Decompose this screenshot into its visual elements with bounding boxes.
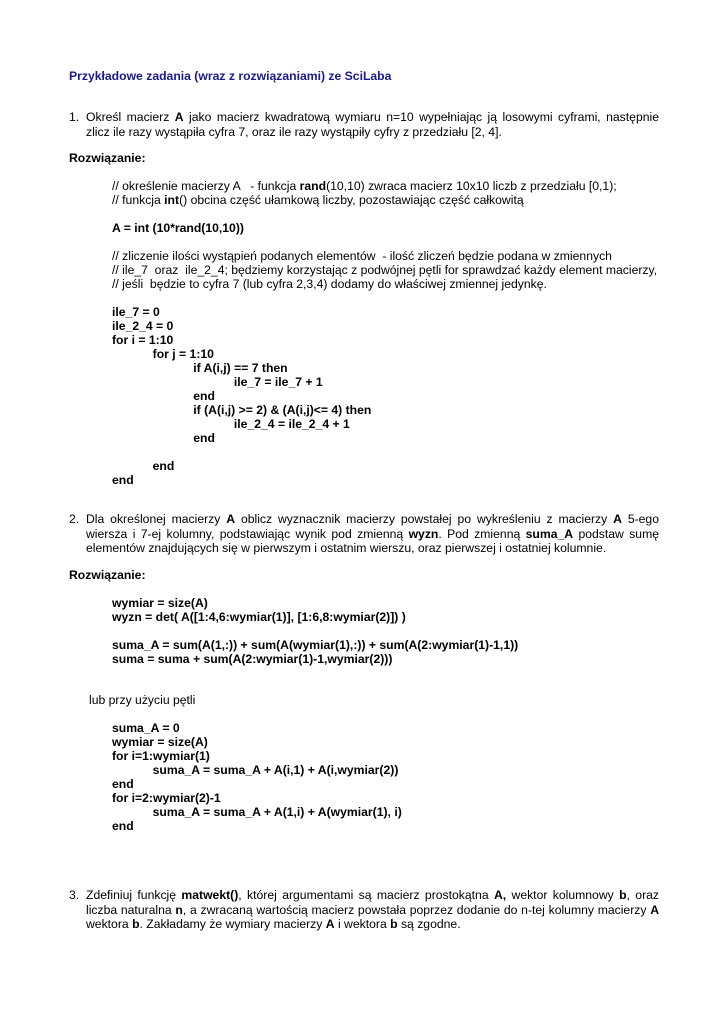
code-line [112, 193, 657, 207]
text-run: // ile_7 oraz ile_2_4; będziemy korzystając z podwójnej pętli for sprawdzać każdy element macierzy, [112, 263, 658, 277]
bold-text: end [112, 473, 134, 487]
code-line [112, 596, 518, 610]
code-line [112, 749, 402, 763]
bold-text: wyzn = det( A([1:4,6:wymiar(1)], [1:6,8:wymiar(2)]) ) [112, 610, 406, 624]
code-line [112, 305, 657, 319]
code-line [112, 417, 657, 431]
code-line [112, 459, 657, 473]
bold-text: for i=1:wymiar(1) [112, 749, 210, 763]
text-run: Dla określonej macierzy [86, 512, 227, 526]
bold-text: wyzn [408, 526, 439, 541]
task-text [86, 512, 659, 556]
code-line [112, 805, 402, 819]
document-title: Przykładowe zadania (wraz z rozwiązaniami) ze SciLaba [69, 69, 392, 83]
code-line [112, 333, 657, 347]
bold-text: ile_7 = 0 [112, 305, 160, 319]
bold-text: ile_2_4 = ile_2_4 + 1 [112, 417, 350, 431]
bold-text: end [112, 389, 215, 403]
text-run: Określ macierz [86, 110, 175, 124]
text-run: Zdefiniuj funkcję [86, 888, 182, 902]
text-run: // funkcja [112, 193, 165, 207]
text-run: wektora [86, 917, 133, 932]
task-number: 2. [69, 512, 80, 526]
bold-text: A [650, 902, 659, 917]
text-run: 5-ego wiersza i 7-ej kolumny, podstawiając wynik pod zmienną [86, 512, 659, 541]
bold-text: suma_A = suma_A + A(1,i) + A(wymiar(1), i) [112, 805, 402, 819]
task-text [86, 888, 659, 932]
task-3 [69, 888, 659, 932]
text-run: jako macierz kwadratową wymiaru n=10 wypełniając ją losowymi cyframi, następnie zlicz ile razy wystąpiła cyfra 7, oraz ile razy wystąpiły cyfry z przedziału [2, 4]. [86, 110, 659, 139]
solution-label: Rozwiązanie: [69, 568, 146, 582]
bold-text: suma = suma + sum(A(2:wymiar(1)-1,wymiar(2))) [112, 652, 393, 666]
code-line [112, 721, 402, 735]
code-line [112, 445, 657, 459]
bold-text: suma_A [525, 526, 574, 541]
text-run: // zliczenie ilości wystąpień podanych elementów - ilość zliczeń będzie podana w zmiennych [112, 249, 612, 263]
code-line [112, 389, 657, 403]
code-block-1 [112, 179, 657, 487]
text-run: () obcina część ułamkową liczby, pozostawiając część całkowitą [179, 193, 524, 207]
alternative-label: lub przy użyciu pętli [89, 693, 196, 707]
code-line [112, 221, 657, 235]
text-run: wektor kolumnowy [506, 888, 620, 902]
text-run: i wektora [334, 917, 391, 932]
bold-text: if A(i,j) == 7 then [112, 361, 288, 375]
code-line [112, 735, 402, 749]
bold-text: A [325, 917, 335, 932]
code-block-2 [112, 596, 518, 666]
code-line [112, 235, 657, 249]
bold-text: rand [299, 179, 327, 193]
bold-text: if (A(i,j) >= 2) & (A(i,j)<= 4) then [112, 403, 372, 417]
code-line [112, 610, 518, 624]
text-run: , której argumentami są macierz prostokątna [238, 888, 494, 902]
bold-text: wymiar = size(A) [112, 735, 208, 749]
bold-text: int [164, 193, 180, 207]
bold-text: end [112, 777, 134, 791]
text-run: są zgodne. [397, 917, 461, 932]
bold-text: matwekt() [181, 888, 239, 902]
bold-text: ile_2_4 = 0 [112, 319, 174, 333]
task-1 [69, 110, 659, 139]
bold-text: A = int (10*rand(10,10)) [112, 221, 244, 235]
text-run: (10,10) zwraca macierz 10x10 liczb z przedziału [0,1); [326, 179, 617, 193]
task-text [86, 110, 659, 139]
text-run: podstaw sumę elementów znajdujących się w pierwszym i ostatnim wierszu, oraz pierwszej i ostatniej kolumnie. [86, 526, 660, 556]
bold-text: suma_A = suma_A + A(i,1) + A(i,wymiar(2)) [112, 763, 399, 777]
bold-text: suma_A = sum(A(1,:)) + sum(A(wymiar(1),:)) + sum(A(2:wymiar(1)-1,1)) [112, 638, 519, 652]
bold-text: n [175, 902, 183, 917]
solution-label: Rozwiązanie: [69, 151, 146, 165]
code-line [112, 819, 402, 833]
code-line [112, 791, 402, 805]
text-run: , oraz liczba naturalna [86, 888, 659, 917]
code-line [112, 277, 657, 291]
text-run: oblicz wyznacznik macierzy powstałej po wykreśleniu z macierzy [235, 512, 614, 526]
bold-text: b [619, 888, 627, 902]
bold-text: b [132, 917, 140, 932]
code-line [112, 652, 518, 666]
code-line [112, 319, 657, 333]
code-line [112, 403, 657, 417]
bold-text: wymiar = size(A) [112, 596, 208, 610]
task-number: 1. [69, 110, 80, 124]
code-line [112, 361, 657, 375]
code-line [112, 291, 657, 305]
code-line [112, 375, 657, 389]
code-line [112, 638, 518, 652]
bold-text: end [112, 819, 134, 833]
code-line [112, 777, 402, 791]
code-line [112, 263, 657, 277]
bold-text: ile_7 = ile_7 + 1 [112, 375, 323, 389]
bold-text: b [390, 917, 398, 932]
code-line [112, 249, 657, 263]
bold-text: end [112, 459, 175, 473]
bold-text: end [112, 431, 215, 445]
text-run: // jeśli będzie to cyfra 7 (lub cyfra 2,3,4) dodamy do właściwej zmiennej jedynkę. [112, 277, 547, 291]
task-number: 3. [69, 888, 80, 902]
bold-text: suma_A = 0 [112, 721, 180, 735]
bold-text: for i = 1:10 [112, 333, 174, 347]
text-run: // określenie macierzy A - funkcja [112, 179, 300, 193]
bold-text: A [226, 512, 236, 526]
text-run: , a zwracaną wartością macierz powstała poprzez dodanie do n-tej kolumny macierzy [182, 902, 651, 917]
bold-text: for i=2:wymiar(2)-1 [112, 791, 221, 805]
code-line [112, 473, 657, 487]
task-2 [69, 512, 659, 556]
text-run: . Zakładamy że wymiary macierzy [139, 917, 326, 932]
bold-text: A [174, 110, 184, 124]
text-run: . Pod zmienną [438, 526, 526, 541]
bold-text: A, [493, 888, 507, 902]
code-line [112, 179, 657, 193]
bold-text: A [613, 512, 622, 526]
code-line [112, 431, 657, 445]
code-line [112, 624, 518, 638]
code-line [112, 207, 657, 221]
bold-text: for j = 1:10 [112, 347, 214, 361]
code-line [112, 347, 657, 361]
code-block-3 [112, 721, 402, 833]
code-line [112, 763, 402, 777]
